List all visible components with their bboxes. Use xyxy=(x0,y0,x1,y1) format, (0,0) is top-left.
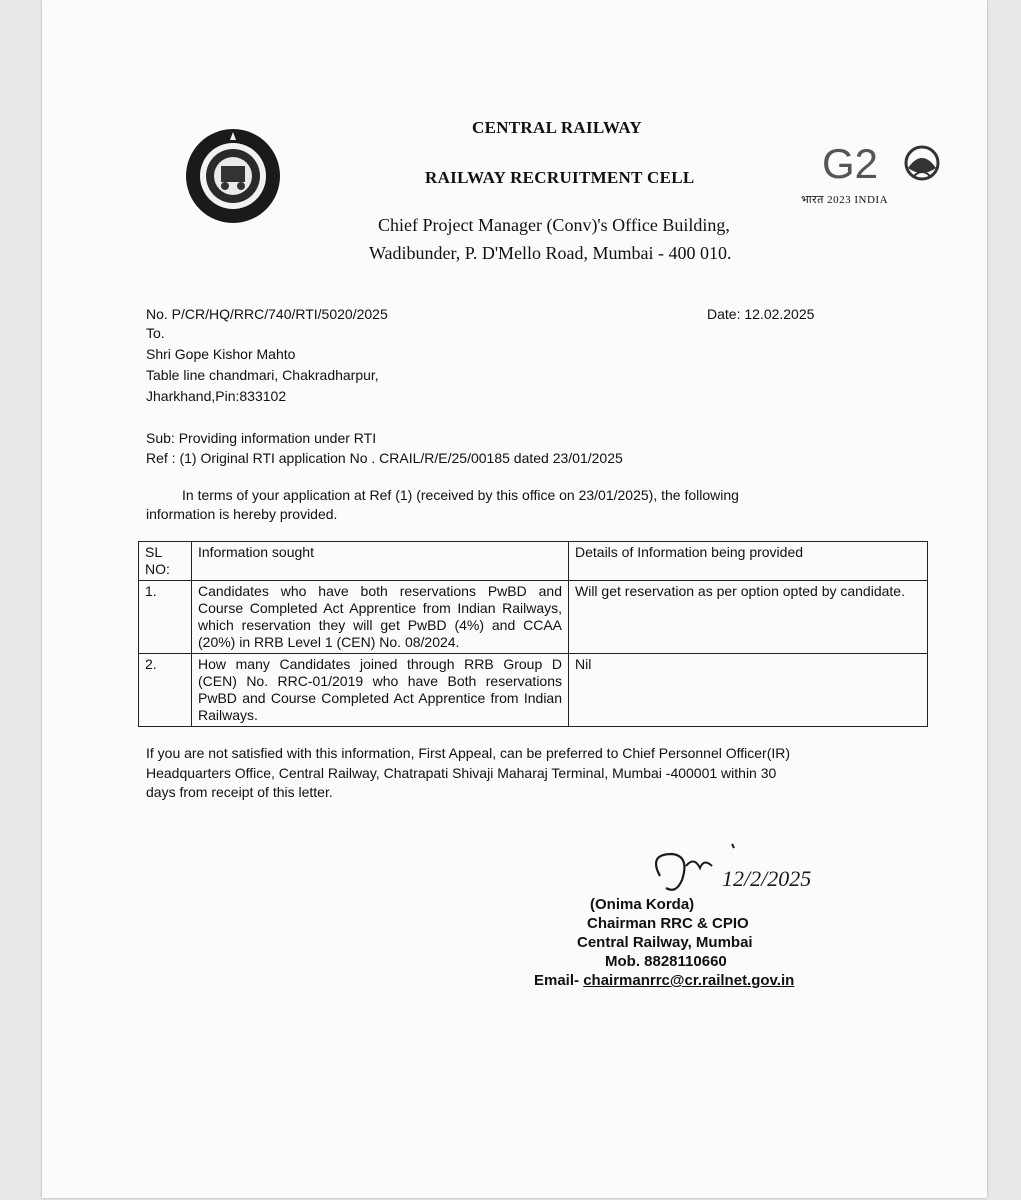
signatory-designation: Chairman RRC & CPIO xyxy=(587,915,749,932)
indian-railways-emblem-icon xyxy=(183,126,283,226)
table-row xyxy=(139,654,928,727)
row-sought: How many Candidates joined through RRB Group D (CEN) No. RRC-01/2019 who have Both reservations PwBD and Course Completed Act Apprentice from Indian Railways. xyxy=(192,654,569,727)
intro-line-2: information is hereby provided. xyxy=(146,506,338,522)
reference-line: Ref : (1) Original RTI application No . CRAIL/R/E/25/00185 dated 23/01/2025 xyxy=(146,450,623,466)
table-row xyxy=(139,581,928,654)
org-title: CENTRAL RAILWAY xyxy=(472,118,642,137)
header-details: Details of Information being provided xyxy=(569,542,928,581)
recipient-address-1: Table line chandmari, Chakradharpur, xyxy=(146,367,379,383)
signatory-name: (Onima Korda) xyxy=(590,896,695,913)
svg-text:G2: G2 xyxy=(822,140,879,187)
address-line-2: Wadibunder, P. D'Mello Road, Mumbai - 400 010. xyxy=(369,243,732,263)
appeal-line-2: Headquarters Office, Central Railway, Chatrapati Shivaji Maharaj Terminal, Mumbai -400001 within 30 xyxy=(146,765,777,781)
row-details: Nil xyxy=(569,654,928,727)
row-sl: 1. xyxy=(139,581,192,654)
cell-title: RAILWAY RECRUITMENT CELL xyxy=(425,168,695,187)
recipient-address-2: Jharkhand,Pin:833102 xyxy=(146,388,287,404)
email-label: Email- xyxy=(534,972,580,989)
header-information-sought: Information sought xyxy=(192,542,569,581)
letter-page xyxy=(42,0,987,1198)
table-header-row xyxy=(139,542,928,581)
handwritten-date: 12/2/2025 xyxy=(722,866,812,891)
intro-line-1: In terms of your application at Ref (1) (received by this office on 23/01/2025), the following xyxy=(182,487,739,503)
information-table xyxy=(138,541,928,727)
row-sought: Candidates who have both reservations PwBD and Course Completed Act Apprentice from Indian Railways, which reservation they will get PwBD (4%) and CCAA (20%) in RRB Level 1 (CEN) No. 08/2024. xyxy=(192,581,569,654)
g20-caption: भारत 2023 INDIA xyxy=(801,194,889,206)
appeal-line-3: days from receipt of this letter. xyxy=(146,784,333,800)
subject-line: Sub: Providing information under RTI xyxy=(146,430,377,446)
header-sl: SL NO: xyxy=(139,542,192,581)
letter-date: Date: 12.02.2025 xyxy=(707,306,815,322)
address-line-1: Chief Project Manager (Conv)'s Office Building, xyxy=(378,215,730,235)
email-link[interactable]: chairmanrrc@cr.railnet.gov.in xyxy=(583,972,795,989)
signatory-office: Central Railway, Mumbai xyxy=(577,934,753,951)
recipient-name: Shri Gope Kishor Mahto xyxy=(146,346,296,362)
reference-number: No. P/CR/HQ/RRC/740/RTI/5020/2025 xyxy=(146,306,388,322)
row-sl: 2. xyxy=(139,654,192,727)
row-details: Will get reservation as per option opted by candidate. xyxy=(569,581,928,654)
signatory-mobile: Mob. 8828110660 xyxy=(605,953,727,970)
appeal-line-1: If you are not satisfied with this information, First Appeal, can be preferred to Chief Personnel Officer(IR) xyxy=(146,745,791,761)
to-label: To. xyxy=(146,325,165,341)
signatory-email xyxy=(534,971,794,990)
